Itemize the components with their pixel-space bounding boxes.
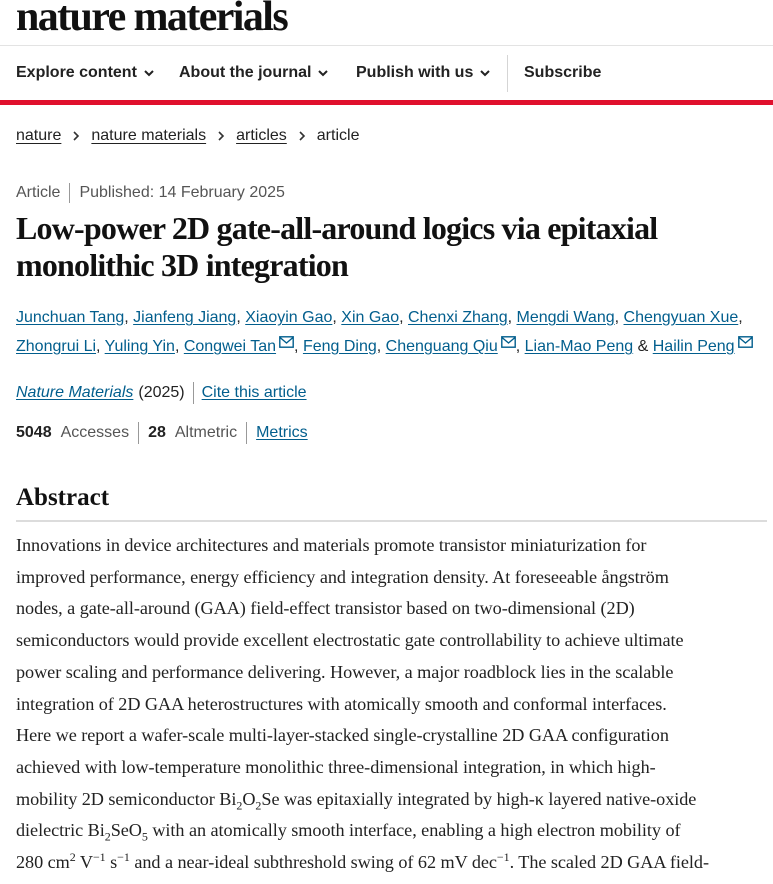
chevron-down-icon — [317, 67, 329, 79]
citation-divider — [193, 382, 194, 404]
author-link[interactable]: Yuling Yin — [104, 338, 175, 355]
nav-publish-with-us-label: Publish with us — [356, 64, 474, 81]
citation-line — [16, 382, 307, 404]
cite-this-article-link[interactable]: Cite this article — [201, 384, 307, 401]
abstract-line: dielectric $Bi_2SeO_5$ with an atomically smooth interface, enabling a high electron mobility of — [16, 820, 681, 844]
meta-divider — [69, 183, 70, 203]
article-meta — [16, 183, 285, 203]
author-separator: , — [96, 338, 105, 355]
publication-year: (2025) — [138, 384, 185, 401]
nav-subscribe[interactable] — [524, 46, 601, 100]
journal-logo[interactable]: nature materials — [16, 0, 288, 40]
nav-explore-content-label: Explore content — [16, 64, 137, 81]
author-link[interactable]: Chenxi Zhang — [407, 309, 508, 326]
main-nav — [0, 46, 773, 100]
mail-icon[interactable] — [738, 336, 753, 348]
author-link[interactable]: Congwei Tan — [183, 338, 277, 355]
breadcrumb-nature[interactable]: nature — [16, 127, 62, 144]
abstract-line: Here we report a wafer-scale multi-layer-stacked single-crystalline 2D GAA configuration — [16, 725, 669, 746]
author-separator: , — [515, 338, 525, 355]
abstract-line: mobility 2D semiconductor $Bi_2O_2Se$ was epitaxially integrated by high-κ layered native-oxide — [16, 788, 697, 813]
author-separator: , — [124, 309, 134, 326]
author-separator: , — [174, 338, 184, 355]
chevron-down-icon — [143, 67, 155, 79]
article-type: Article — [16, 184, 61, 201]
abstract-line: improved performance, energy efficiency and integration density. At foreseeable ångström — [16, 566, 669, 587]
breadcrumb-current: article — [316, 127, 360, 144]
author-link[interactable]: Xiaoyin Gao — [245, 309, 333, 326]
author-list — [16, 303, 766, 361]
chevron-right-icon — [216, 130, 226, 142]
author-separator: , — [738, 309, 743, 326]
author-separator: , — [332, 309, 342, 326]
abstract-line: 280 $cm^2$ $V^{-1}$ $s^{-1}$ and a near-ideal subthreshold swing of 62 mV dec$^{-1}$. The scaled 2D GAA field- — [16, 849, 709, 873]
metrics-divider — [138, 422, 139, 444]
abstract-line: Innovations in device architectures and materials promote transistor miniaturization for — [16, 535, 647, 555]
nav-publish-with-us[interactable] — [356, 46, 491, 100]
author-conjunction: & — [637, 338, 649, 355]
author-link[interactable]: Xin Gao — [341, 309, 400, 326]
accesses-count: 5048 — [16, 424, 52, 441]
author-link[interactable]: Mengdi Wang — [516, 309, 615, 326]
metrics-link[interactable]: Metrics — [256, 424, 308, 441]
altmetric-label: Altmetric — [174, 424, 238, 441]
author-separator: , — [507, 309, 517, 326]
author-link[interactable]: Jianfeng Jiang — [133, 309, 237, 326]
nav-explore-content[interactable] — [16, 46, 155, 100]
metrics-divider — [246, 422, 247, 444]
author-separator: , — [236, 309, 246, 326]
breadcrumb-articles[interactable]: articles — [236, 127, 287, 144]
article-metrics — [16, 422, 308, 444]
author-link[interactable]: Chenguang Qiu — [385, 338, 498, 355]
author-link[interactable]: Lian-Mao Peng — [524, 338, 634, 355]
abstract-line: achieved with low-temperature monolithic three-dimensional integration, in which high- — [16, 756, 656, 777]
author-link[interactable]: Junchuan Tang — [16, 309, 125, 326]
article-title: Low-power 2D gate-all-around logics via epitaxial monolithic 3D integration — [16, 210, 658, 283]
chevron-right-icon — [297, 130, 307, 142]
abstract-text — [16, 530, 772, 879]
chevron-down-icon — [479, 67, 491, 79]
abstract-line: power scaling and performance delivering. However, a major roadblock lies in the scalable — [16, 661, 674, 682]
nav-about-the-journal-label: About the journal — [179, 64, 312, 81]
breadcrumb-nature-materials[interactable]: nature materials — [91, 127, 207, 144]
journal-link[interactable]: Nature Materials — [16, 384, 134, 401]
author-link[interactable]: Zhongrui Li — [16, 338, 97, 355]
abstract-line: integration of 2D GAA heterostructures with atomically smooth and conformal interfaces. — [16, 693, 667, 714]
abstract-line: nodes, a gate-all-around (GAA) field-effect transistor based on two-dimensional (2D) — [16, 598, 635, 619]
accesses-label: Accesses — [60, 424, 130, 441]
published-date: Published: 14 February 2025 — [79, 184, 285, 201]
abstract-heading: Abstract — [16, 484, 110, 511]
author-separator: , — [399, 309, 408, 326]
author-separator: , — [376, 338, 386, 355]
mail-icon[interactable] — [279, 336, 294, 348]
author-link[interactable]: Feng Ding — [302, 338, 377, 355]
mail-icon[interactable] — [501, 336, 516, 348]
author-separator: , — [614, 309, 624, 326]
breadcrumb — [16, 125, 359, 147]
nav-about-the-journal[interactable] — [179, 46, 329, 100]
header-accent-bar — [0, 100, 773, 105]
author-separator: , — [294, 338, 303, 355]
nav-subscribe-label: Subscribe — [524, 64, 602, 81]
abstract-divider — [16, 520, 767, 522]
altmetric-count: 28 — [148, 424, 166, 441]
nav-divider — [507, 55, 508, 92]
abstract-line: semiconductors would provide excellent electrostatic gate controllability to achieve ultimate — [16, 630, 684, 651]
chevron-right-icon — [71, 130, 81, 142]
author-link[interactable]: Hailin Peng — [652, 338, 735, 355]
author-link[interactable]: Chengyuan Xue — [623, 309, 739, 326]
